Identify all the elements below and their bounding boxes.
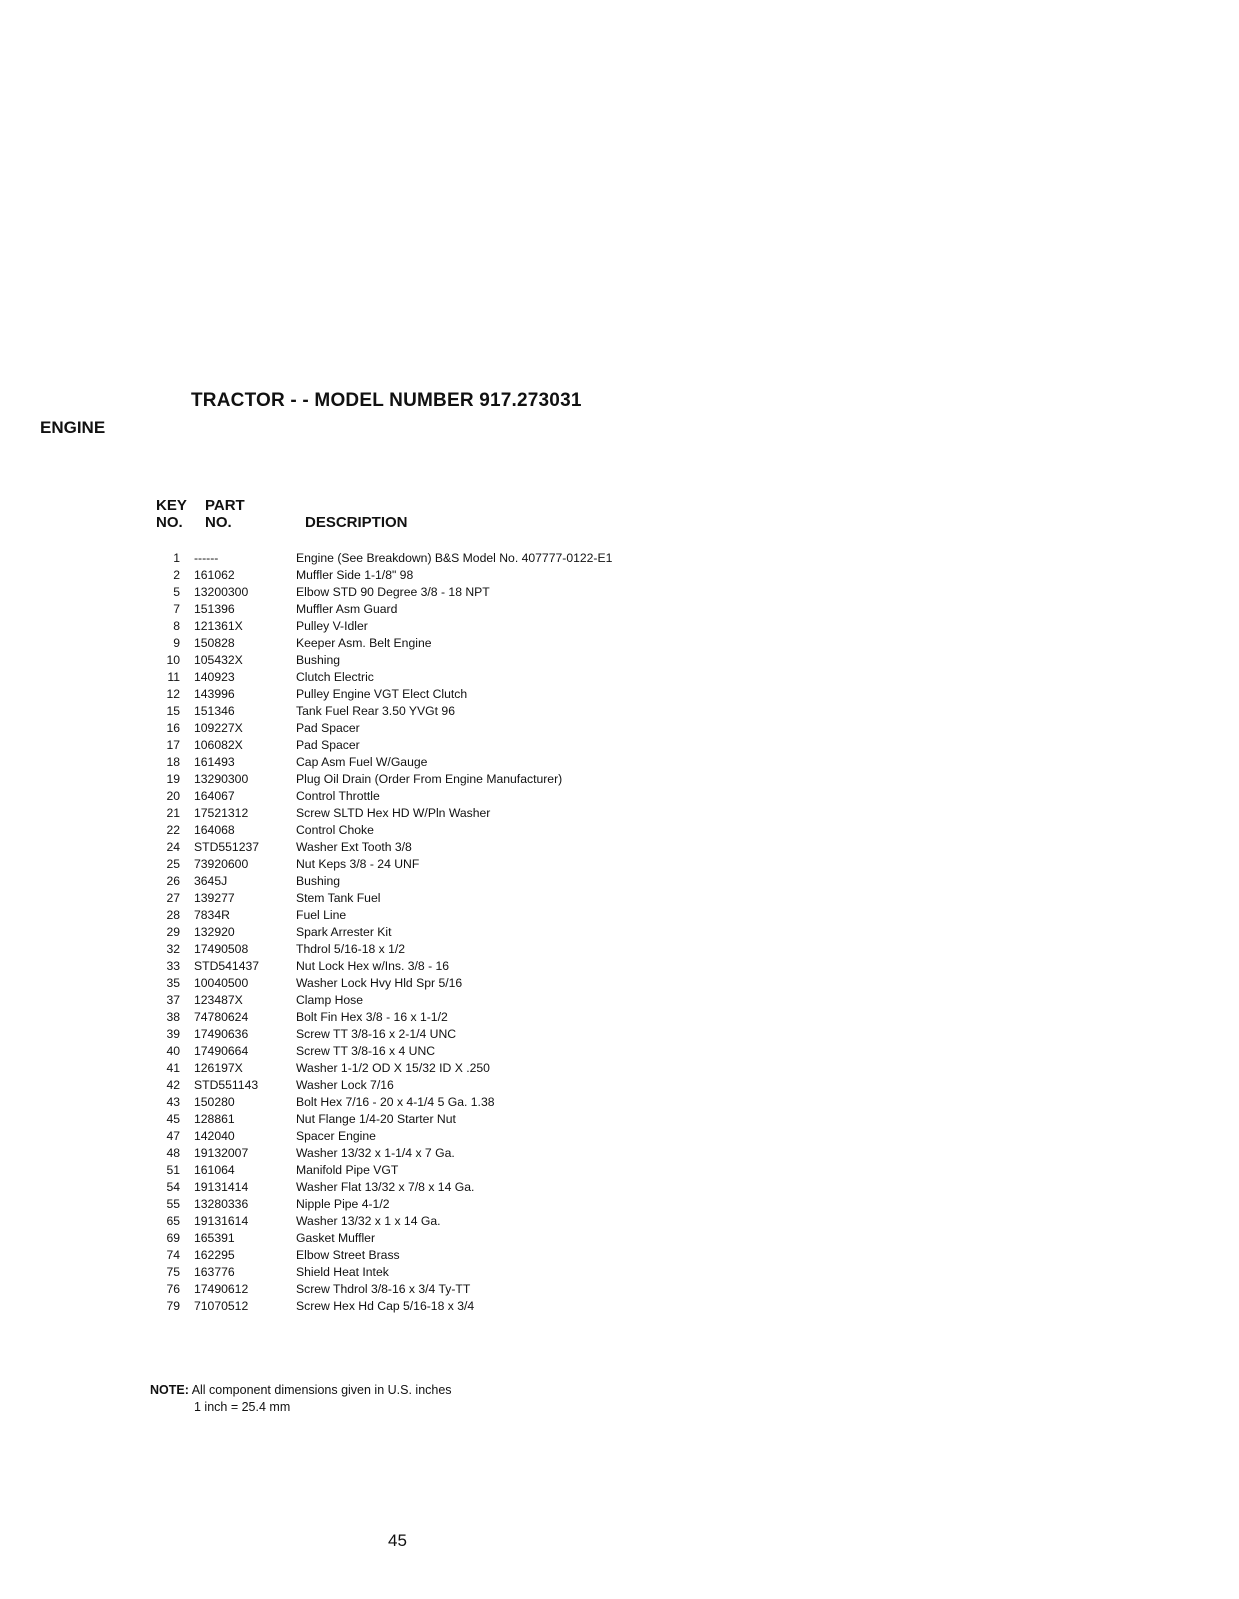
table-row	[150, 618, 710, 635]
table-row	[150, 771, 710, 788]
part-description: Washer Lock Hvy Hld Spr 5/16	[296, 976, 463, 990]
key-number: 10	[166, 653, 180, 667]
table-row	[150, 635, 710, 652]
key-number: 45	[166, 1112, 180, 1126]
part-number: STD551237	[194, 840, 260, 854]
part-description: Control Throttle	[296, 789, 380, 803]
table-row	[150, 941, 710, 958]
part-number: 17521312	[194, 806, 249, 820]
part-description: Screw Thdrol 3/8-16 x 3/4 Ty-TT	[296, 1282, 471, 1296]
key-number: 55	[166, 1197, 180, 1211]
part-description: Nipple Pipe 4-1/2	[296, 1197, 390, 1211]
part-description: Engine (See Breakdown) B&S Model No. 407777-0122-E1	[296, 551, 613, 565]
part-number: 143996	[194, 687, 235, 701]
key-number: 9	[173, 636, 180, 650]
part-description: Keeper Asm. Belt Engine	[296, 636, 432, 650]
parts-list	[150, 550, 710, 1315]
part-description: Washer Lock 7/16	[296, 1078, 394, 1092]
table-row	[150, 567, 710, 584]
key-number: 20	[166, 789, 180, 803]
page-number: 45	[388, 1531, 407, 1550]
table-row	[150, 1298, 710, 1315]
part-number: 13200300	[194, 585, 249, 599]
part-number: 19132007	[194, 1146, 249, 1160]
key-number: 33	[166, 959, 180, 973]
key-number: 74	[166, 1248, 180, 1262]
key-number: 65	[166, 1214, 180, 1228]
table-row	[150, 992, 710, 1009]
table-row	[150, 686, 710, 703]
note-conversion: 1 inch = 25.4 mm	[194, 1400, 291, 1414]
part-number: 142040	[194, 1129, 235, 1143]
part-description: Control Choke	[296, 823, 374, 837]
part-description: Bolt Hex 7/16 - 20 x 4-1/4 5 Ga. 1.38	[296, 1095, 495, 1109]
table-row	[150, 1196, 710, 1213]
part-description: Nut Keps 3/8 - 24 UNF	[296, 857, 420, 871]
table-row	[150, 550, 710, 567]
table-row	[150, 788, 710, 805]
key-number: 22	[166, 823, 180, 837]
part-description: Shield Heat Intek	[296, 1265, 389, 1279]
key-number: 7	[173, 602, 180, 616]
table-row	[150, 669, 710, 686]
column-header-key-line1: KEY	[156, 497, 187, 514]
part-number: 13280336	[194, 1197, 249, 1211]
table-row	[150, 890, 710, 907]
key-number: 11	[167, 670, 180, 684]
column-header-part-line2: NO.	[205, 514, 232, 531]
table-row	[150, 1111, 710, 1128]
part-description: Nut Flange 1/4-20 Starter Nut	[296, 1112, 456, 1126]
section-heading: ENGINE	[40, 418, 106, 437]
table-row	[150, 737, 710, 754]
part-number: 128861	[194, 1112, 235, 1126]
key-number: 76	[166, 1282, 180, 1296]
part-number: 121361X	[194, 619, 243, 633]
part-description: Manifold Pipe VGT	[296, 1163, 399, 1177]
part-description: Washer 1-1/2 OD X 15/32 ID X .250	[296, 1061, 490, 1075]
table-row	[150, 652, 710, 669]
part-number: 106082X	[194, 738, 243, 752]
table-row	[150, 1094, 710, 1111]
part-description: Bushing	[296, 874, 341, 888]
key-number: 48	[166, 1146, 180, 1160]
table-row	[150, 924, 710, 941]
part-number: ------	[194, 551, 219, 565]
key-number: 27	[166, 891, 180, 905]
part-description: Clamp Hose	[296, 993, 364, 1007]
part-description: Bolt Fin Hex 3/8 - 16 x 1-1/2	[296, 1010, 448, 1024]
part-description: Elbow Street Brass	[296, 1248, 400, 1262]
table-row	[150, 1281, 710, 1298]
page-title: TRACTOR - - MODEL NUMBER 917.273031	[191, 390, 582, 411]
part-number: 150280	[194, 1095, 235, 1109]
part-number: 161493	[194, 755, 235, 769]
part-number: 150828	[194, 636, 235, 650]
part-description: Screw TT 3/8-16 x 2-1/4 UNC	[296, 1027, 457, 1041]
part-description: Washer 13/32 x 1-1/4 x 7 Ga.	[296, 1146, 455, 1160]
key-number: 39	[166, 1027, 180, 1041]
key-number: 51	[166, 1163, 180, 1177]
part-number: 162295	[194, 1248, 235, 1262]
part-number: 161064	[194, 1163, 235, 1177]
part-number: 13290300	[194, 772, 249, 786]
part-number: 151396	[194, 602, 235, 616]
part-number: 17490612	[194, 1282, 249, 1296]
part-number: 165391	[194, 1231, 235, 1245]
part-number: 19131414	[194, 1180, 249, 1194]
key-number: 43	[166, 1095, 180, 1109]
part-number: 164068	[194, 823, 235, 837]
table-row	[150, 958, 710, 975]
part-description: Washer Ext Tooth 3/8	[296, 840, 412, 854]
key-number: 12	[166, 687, 180, 701]
part-description: Muffler Side 1-1/8" 98	[296, 568, 414, 582]
part-number: STD551143	[194, 1078, 259, 1092]
part-description: Cap Asm Fuel W/Gauge	[296, 755, 428, 769]
table-row	[150, 975, 710, 992]
part-number: 140923	[194, 670, 235, 684]
part-number: 71070512	[194, 1299, 249, 1313]
part-number: 123487X	[194, 993, 243, 1007]
part-description: Clutch Electric	[296, 670, 374, 684]
part-description: Nut Lock Hex w/Ins. 3/8 - 16	[296, 959, 450, 973]
table-row	[150, 703, 710, 720]
part-number: 151346	[194, 704, 235, 718]
key-number: 35	[166, 976, 180, 990]
table-row	[150, 873, 710, 890]
part-description: Screw TT 3/8-16 x 4 UNC	[296, 1044, 436, 1058]
part-number: 17490664	[194, 1044, 249, 1058]
table-row	[150, 1077, 710, 1094]
table-row	[150, 601, 710, 618]
part-description: Spacer Engine	[296, 1129, 376, 1143]
part-number: 105432X	[194, 653, 243, 667]
part-description: Spark Arrester Kit	[296, 925, 392, 939]
key-number: 75	[166, 1265, 180, 1279]
key-number: 69	[166, 1231, 180, 1245]
key-number: 1	[173, 551, 180, 565]
key-number: 2	[173, 568, 180, 582]
table-row	[150, 1128, 710, 1145]
key-number: 25	[166, 857, 180, 871]
part-description: Pad Spacer	[296, 738, 360, 752]
column-header-description: DESCRIPTION	[305, 514, 408, 531]
key-number: 29	[166, 925, 180, 939]
part-number: 139277	[194, 891, 235, 905]
part-number: 164067	[194, 789, 235, 803]
table-row	[150, 754, 710, 771]
key-number: 19	[166, 772, 180, 786]
key-number: 28	[166, 908, 180, 922]
part-description: Thdrol 5/16-18 x 1/2	[296, 942, 406, 956]
table-row	[150, 805, 710, 822]
part-description: Washer 13/32 x 1 x 14 Ga.	[296, 1214, 441, 1228]
table-row	[150, 1179, 710, 1196]
table-row	[150, 1043, 710, 1060]
table-row	[150, 584, 710, 601]
table-row	[150, 856, 710, 873]
part-number: 17490508	[194, 942, 249, 956]
key-number: 18	[166, 755, 180, 769]
column-header-part-line1: PART	[205, 497, 245, 514]
table-row	[150, 1026, 710, 1043]
key-number: 41	[166, 1061, 180, 1075]
key-number: 16	[166, 721, 180, 735]
key-number: 54	[166, 1180, 180, 1194]
part-description: Screw Hex Hd Cap 5/16-18 x 3/4	[296, 1299, 475, 1313]
key-number: 15	[166, 704, 180, 718]
part-description: Muffler Asm Guard	[296, 602, 398, 616]
dimension-note	[150, 1382, 452, 1416]
part-number: 17490636	[194, 1027, 249, 1041]
key-number: 8	[173, 619, 180, 633]
part-description: Elbow STD 90 Degree 3/8 - 18 NPT	[296, 585, 490, 599]
table-row	[150, 1247, 710, 1264]
key-number: 24	[166, 840, 180, 854]
part-description: Stem Tank Fuel	[296, 891, 381, 905]
part-number: 126197X	[194, 1061, 243, 1075]
table-row	[150, 907, 710, 924]
note-label: NOTE:	[150, 1383, 189, 1397]
part-description: Pulley Engine VGT Elect Clutch	[296, 687, 468, 701]
part-description: Pulley V-Idler	[296, 619, 368, 633]
note-text: All component dimensions given in U.S. inches	[191, 1383, 452, 1397]
part-number: 74780624	[194, 1010, 249, 1024]
part-number: 73920600	[194, 857, 249, 871]
part-number: 7834R	[194, 908, 230, 922]
part-number: 163776	[194, 1265, 235, 1279]
table-row	[150, 1060, 710, 1077]
part-number: 161062	[194, 568, 235, 582]
part-description: Screw SLTD Hex HD W/Pln Washer	[296, 806, 491, 820]
key-number: 38	[166, 1010, 180, 1024]
table-row	[150, 1009, 710, 1026]
key-number: 21	[166, 806, 180, 820]
key-number: 32	[166, 942, 180, 956]
column-header-key-line2: NO.	[156, 514, 183, 531]
part-number: STD541437	[194, 959, 260, 973]
key-number: 5	[173, 585, 180, 599]
table-row	[150, 1264, 710, 1281]
table-row	[150, 720, 710, 737]
part-number: 3645J	[194, 874, 228, 888]
key-number: 26	[166, 874, 180, 888]
key-number: 79	[166, 1299, 180, 1313]
key-number: 37	[166, 993, 180, 1007]
part-number: 132920	[194, 925, 235, 939]
key-number: 17	[166, 738, 180, 752]
part-description: Bushing	[296, 653, 341, 667]
part-description: Washer Flat 13/32 x 7/8 x 14 Ga.	[296, 1180, 475, 1194]
table-row	[150, 1145, 710, 1162]
table-row	[150, 822, 710, 839]
table-row	[150, 839, 710, 856]
part-number: 109227X	[194, 721, 243, 735]
key-number: 47	[166, 1129, 180, 1143]
table-row	[150, 1230, 710, 1247]
part-description: Fuel Line	[296, 908, 347, 922]
key-number: 40	[166, 1044, 180, 1058]
table-row	[150, 1213, 710, 1230]
part-description: Plug Oil Drain (Order From Engine Manufacturer)	[296, 772, 563, 786]
table-row	[150, 1162, 710, 1179]
part-number: 10040500	[194, 976, 249, 990]
key-number: 42	[166, 1078, 180, 1092]
part-description: Pad Spacer	[296, 721, 360, 735]
part-description: Tank Fuel Rear 3.50 YVGt 96	[296, 704, 455, 718]
part-description: Gasket Muffler	[296, 1231, 376, 1245]
part-number: 19131614	[194, 1214, 249, 1228]
